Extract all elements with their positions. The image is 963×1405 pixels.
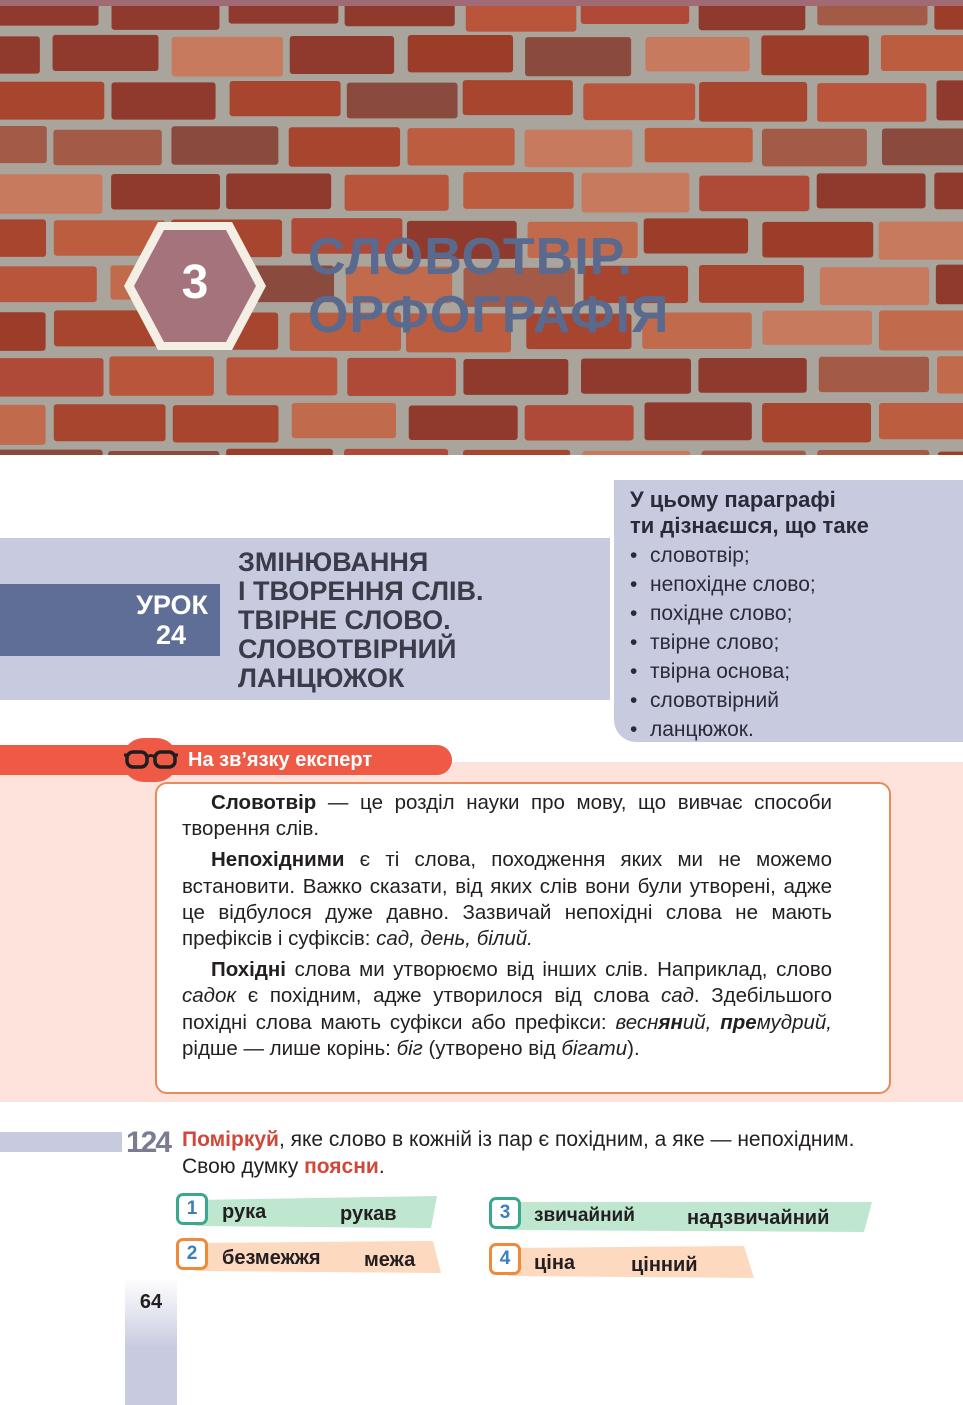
exercise-number: 124 <box>126 1126 171 1159</box>
example: бігати <box>561 1036 628 1060</box>
pair-word: надзвичайний <box>687 1207 830 1229</box>
brick <box>879 403 963 439</box>
brick <box>582 173 690 213</box>
brick <box>0 174 102 214</box>
example: мудрий, <box>756 1010 832 1034</box>
brick <box>226 449 333 455</box>
brick <box>934 173 963 210</box>
example: сад <box>660 984 694 1008</box>
brick <box>581 358 691 393</box>
pair-word: ціна <box>534 1252 576 1274</box>
brick <box>408 128 515 165</box>
heading-line: ти дізнаєшся, що таке <box>630 513 869 538</box>
text: є ті слова, походження яких ми не можемо встановити. Важко сказати, від яких слів вони були утворені, адже це відбулося дуже давно. Зазвичай непохідні слова не мають префіксів і суфіксів: <box>182 848 832 951</box>
text: — це розділ науки про мову, що вивчає способи творення слів. <box>182 791 832 841</box>
brick <box>881 35 963 71</box>
pair-number: 2 <box>176 1238 208 1270</box>
instruction-verb: поясни <box>304 1155 379 1178</box>
brick <box>344 449 448 455</box>
term: Похідні <box>211 958 286 982</box>
instruction-verb: Поміркуй <box>182 1128 279 1151</box>
example-morpheme: ян <box>658 1010 683 1034</box>
brick <box>938 452 963 455</box>
brick <box>0 219 46 257</box>
paragraph-preview-list <box>630 541 960 744</box>
brick <box>172 37 283 77</box>
brick <box>347 358 456 396</box>
instruction-text: , яке слово в кожній із пар є похідним, а яке — непохідним. Свою думку <box>182 1128 855 1178</box>
term: Словотвір <box>211 791 317 814</box>
brick <box>463 450 570 455</box>
lesson-title-line: ЛАНЦЮЖОК <box>238 663 405 693</box>
pair-number: 4 <box>489 1243 521 1275</box>
brick <box>645 128 753 163</box>
brick <box>937 356 963 393</box>
brick <box>0 312 46 351</box>
example-morpheme: пре <box>720 1010 757 1034</box>
list-item: • словотвір; <box>630 541 960 570</box>
heading-line: У цьому параграфі <box>630 487 836 512</box>
exercise-instruction <box>182 1126 882 1180</box>
brick <box>0 126 47 163</box>
brick <box>698 358 806 393</box>
chapter-title-line-1: СЛОВОТВІР. <box>308 228 633 286</box>
brick <box>463 359 568 395</box>
expert-paragraph-3 <box>182 957 832 1062</box>
lesson-title-line: ЗМІНЮВАННЯ <box>238 547 429 577</box>
brick <box>109 356 213 395</box>
expert-paragraph-2 <box>182 847 832 952</box>
brick <box>525 37 631 76</box>
brick <box>289 127 400 167</box>
brick <box>817 450 929 455</box>
brick <box>111 82 215 119</box>
lesson-word: УРОК <box>136 590 208 620</box>
pair-word: рука <box>222 1201 267 1223</box>
example: садок <box>182 984 237 1008</box>
brick <box>699 82 807 122</box>
brick <box>817 83 926 122</box>
brick <box>583 83 695 120</box>
brick <box>290 36 394 74</box>
brick <box>171 126 278 164</box>
brick <box>173 405 279 442</box>
brick <box>292 403 396 438</box>
brick <box>0 266 97 302</box>
chapter-title-line-2: ОРФОГРАФІЯ <box>308 286 670 344</box>
text: (утворено від <box>422 1036 562 1060</box>
list-item: • непохідне слово; <box>630 570 960 599</box>
brick <box>525 405 634 440</box>
text: . Здебільшого похідні слова мають суфікси або префікси: <box>182 984 832 1034</box>
paragraph-preview-heading <box>630 487 960 539</box>
brick <box>463 80 573 115</box>
brick <box>408 35 513 72</box>
text: ). <box>627 1036 640 1060</box>
list-item: • словотвірний <box>630 686 960 715</box>
brick <box>230 81 341 116</box>
brick <box>0 82 104 120</box>
example: весн <box>615 1010 659 1034</box>
pair-word: безмежжя <box>222 1247 321 1269</box>
brick <box>347 83 458 119</box>
lesson-title <box>238 548 608 693</box>
brick <box>645 37 749 71</box>
brick <box>699 176 809 212</box>
pair-number: 1 <box>176 1193 208 1225</box>
text: є похідним, адже утворилося від слова <box>236 984 661 1008</box>
brick <box>226 173 331 209</box>
exercise-bar <box>0 1132 122 1152</box>
list-item: • твірне слово; <box>630 628 960 657</box>
brick <box>54 404 166 441</box>
brick <box>762 403 871 442</box>
brick <box>463 172 573 209</box>
chapter-number: 3 <box>181 256 209 309</box>
page-number: 64 <box>139 1291 163 1313</box>
brick <box>936 80 963 120</box>
lesson-number: 24 <box>155 620 186 650</box>
pair-number: 3 <box>489 1197 521 1229</box>
brick <box>762 129 867 167</box>
brick <box>0 450 103 455</box>
brick <box>0 405 46 445</box>
pair-word: рукав <box>340 1203 397 1225</box>
brick <box>524 130 632 167</box>
pair-word: межа <box>364 1249 416 1271</box>
expert-text <box>182 790 832 1067</box>
instruction-text: . <box>378 1155 385 1178</box>
brick <box>702 451 806 455</box>
pair-word: звичайний <box>534 1205 635 1226</box>
glasses-icon <box>124 748 178 772</box>
chapter-title <box>308 228 928 344</box>
brick <box>409 405 518 440</box>
text: рідше — лише корінь: <box>182 1036 397 1060</box>
brick <box>819 357 929 392</box>
top-stripe <box>0 0 963 6</box>
example: біг <box>396 1036 423 1060</box>
expert-paragraph-1 <box>182 790 832 842</box>
brick <box>645 402 752 440</box>
brick <box>226 357 337 395</box>
lesson-title-line: ТВІРНЕ СЛОВО. <box>238 605 451 635</box>
brick <box>111 174 220 209</box>
brick <box>882 129 963 166</box>
brick <box>936 265 963 305</box>
example: ий, <box>682 1010 721 1034</box>
brick <box>345 175 449 211</box>
list-item: • похідне слово; <box>630 599 960 628</box>
term: Непохідними <box>211 848 345 872</box>
expert-label: На зв’язку експерт <box>188 749 373 771</box>
list-item: • твірна основа; <box>630 657 960 686</box>
lesson-title-line: СЛОВОТВІРНИЙ <box>238 634 457 664</box>
brick <box>53 35 159 71</box>
lesson-title-line: І ТВОРЕННЯ СЛІВ. <box>238 576 484 606</box>
brick <box>53 130 161 166</box>
example: сад, день, білий. <box>376 927 533 951</box>
brick <box>761 35 869 75</box>
brick <box>0 358 104 396</box>
brick <box>582 451 690 455</box>
pair-word: цінний <box>631 1254 698 1276</box>
brick <box>0 36 40 73</box>
brick <box>108 451 219 455</box>
text: слова ми утворюємо від інших слів. Наприклад, слово <box>285 958 832 982</box>
brick <box>817 173 926 208</box>
list-item-continuation: • ланцюжок. <box>630 715 960 744</box>
